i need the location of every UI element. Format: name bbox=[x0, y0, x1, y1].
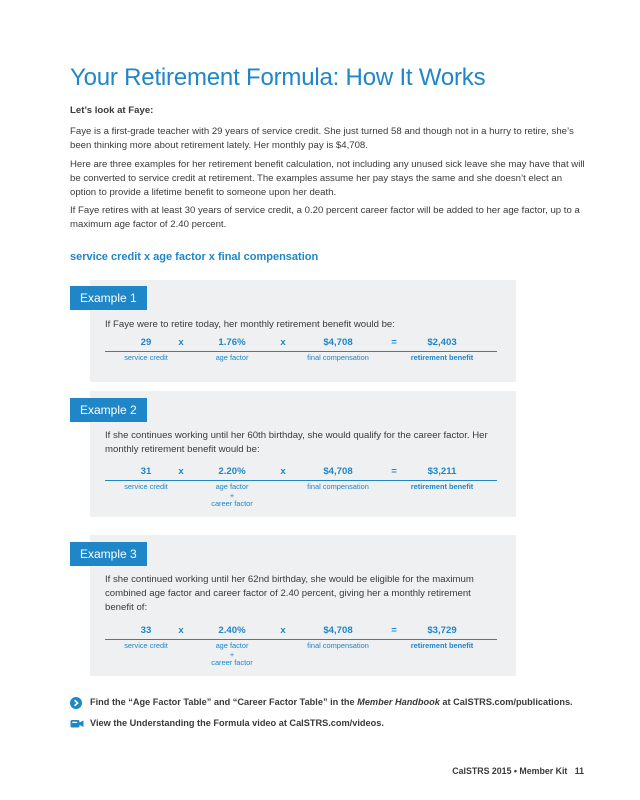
example-3-benefit: $3,729 bbox=[427, 625, 457, 636]
example-1-divider bbox=[105, 351, 497, 352]
intro-text bbox=[70, 104, 590, 237]
footer-text: CalSTRS 2015 • Member Kit bbox=[452, 766, 568, 776]
example-3-label-age: age factor bbox=[215, 641, 249, 650]
example-2-divider bbox=[105, 480, 497, 481]
example-2-final-comp: $4,708 bbox=[323, 466, 353, 477]
example-1-panel bbox=[90, 280, 516, 382]
example-3-operator-times: x bbox=[178, 625, 184, 636]
example-3-panel bbox=[90, 535, 516, 676]
example-3-final-comp: $4,708 bbox=[323, 625, 353, 636]
example-2-description: If she continues working until her 60th birthday, she would qualify for the career factor. Her monthly retirement benefit would be: bbox=[105, 430, 488, 455]
video-link-text[interactable]: View the Understanding the Formula video at CalSTRS.com/videos. bbox=[90, 718, 384, 728]
example-2-service-credit: 31 bbox=[140, 466, 152, 477]
example-3-divider bbox=[105, 639, 497, 640]
example-2-age-factor: 2.20% bbox=[218, 466, 246, 477]
example-2-operator-equals: = bbox=[391, 466, 397, 477]
example-3-label-final: final compensation bbox=[307, 641, 369, 650]
example-2-label-age-stack bbox=[211, 483, 253, 509]
example-3-description: If she continued working until her 62nd birthday, she would be eligible for the maximum combined age factor and career factor of 2.40 percent, giving her a monthly retirement benefit of: bbox=[105, 574, 474, 613]
example-1-values bbox=[105, 337, 497, 351]
example-3-labels bbox=[105, 641, 497, 668]
example-3-label-service: service credit bbox=[124, 641, 168, 650]
example-2-label-final: final compensation bbox=[307, 482, 369, 491]
handbook-link-italic: Member Handbook bbox=[357, 697, 440, 707]
video-camera-icon bbox=[70, 718, 84, 731]
example-2-operator-times: x bbox=[178, 466, 184, 477]
example-2-label-career: career factor bbox=[211, 499, 253, 509]
example-3-label-career: career factor bbox=[211, 658, 253, 668]
example-1-service-credit: 29 bbox=[140, 337, 152, 348]
example-3-age-factor: 2.40% bbox=[218, 625, 246, 636]
example-2-benefit: $3,211 bbox=[427, 466, 457, 477]
example-3-values bbox=[105, 625, 497, 639]
example-1-operator-equals: = bbox=[391, 337, 397, 348]
example-1-labels bbox=[105, 354, 497, 368]
example-1-label-benefit: retirement benefit bbox=[410, 353, 474, 362]
example-2-labels bbox=[105, 482, 497, 509]
handbook-link-pre: Find the “Age Factor Table” and “Career Factor Table” in the bbox=[90, 697, 358, 707]
example-2-tab: Example 2 bbox=[70, 398, 147, 422]
page-number: 11 bbox=[574, 766, 584, 776]
page-footer bbox=[452, 766, 584, 776]
example-3-label-benefit: retirement benefit bbox=[410, 641, 474, 650]
example-2-label-plus: + bbox=[229, 490, 235, 500]
handbook-link-text[interactable] bbox=[90, 697, 573, 707]
example-3-operator-times-2: x bbox=[280, 625, 286, 636]
example-1-label-service: service credit bbox=[124, 353, 168, 362]
example-2-operator-times-2: x bbox=[280, 466, 286, 477]
handbook-link-post: at CalSTRS.com/publications. bbox=[439, 697, 573, 707]
intro-paragraph-3: If Faye retires with at least 30 years of service credit, a 0.20 percent career factor will be added to her age factor, up to a maximum age factor of 2.40 percent. bbox=[70, 205, 580, 231]
example-1-final-comp: $4,708 bbox=[323, 337, 353, 348]
formula-heading: service credit x age factor x final compensation bbox=[70, 251, 319, 263]
example-2-label-age: age factor bbox=[215, 482, 249, 491]
example-1-operator-times: x bbox=[178, 337, 184, 348]
example-3-service-credit: 33 bbox=[140, 625, 152, 636]
example-2-label-benefit: retirement benefit bbox=[410, 482, 474, 491]
example-3-tab: Example 3 bbox=[70, 542, 147, 566]
example-3-operator-equals: = bbox=[391, 625, 397, 636]
intro-paragraph-2: Here are three examples for her retirement benefit calculation, not including any unused sick leave she may have that will be converted to service credit at retirement. The examples assume her pay stays the same and she doesn’t elect an option to provide a lifetime benefit to someone upon her death. bbox=[70, 158, 585, 199]
example-1-description: If Faye were to retire today, her monthly retirement benefit would be: bbox=[105, 319, 395, 330]
example-3-label-age-stack bbox=[211, 642, 253, 668]
arrow-circle-icon bbox=[70, 697, 82, 711]
page-title: Your Retirement Formula: How It Works bbox=[70, 64, 486, 91]
example-1-operator-times-2: x bbox=[280, 337, 286, 348]
intro-lead: Let’s look at Faye: bbox=[70, 105, 154, 116]
intro-paragraph-1: Faye is a first-grade teacher with 29 years of service credit. She just turned 58 and though not in a hurry to retire, she’s been thinking more about retirement lately. Her monthly pay is $4,708. bbox=[70, 126, 574, 152]
example-2-panel bbox=[90, 391, 516, 517]
example-1-label-final: final compensation bbox=[307, 353, 369, 362]
example-1-tab: Example 1 bbox=[70, 286, 147, 310]
example-3-label-plus: + bbox=[229, 649, 235, 659]
example-2-label-service: service credit bbox=[124, 482, 168, 491]
example-2-values bbox=[105, 466, 497, 480]
example-1-benefit: $2,403 bbox=[427, 337, 457, 348]
example-1-label-age: age factor bbox=[215, 353, 249, 362]
example-1-age-factor: 1.76% bbox=[218, 337, 246, 348]
